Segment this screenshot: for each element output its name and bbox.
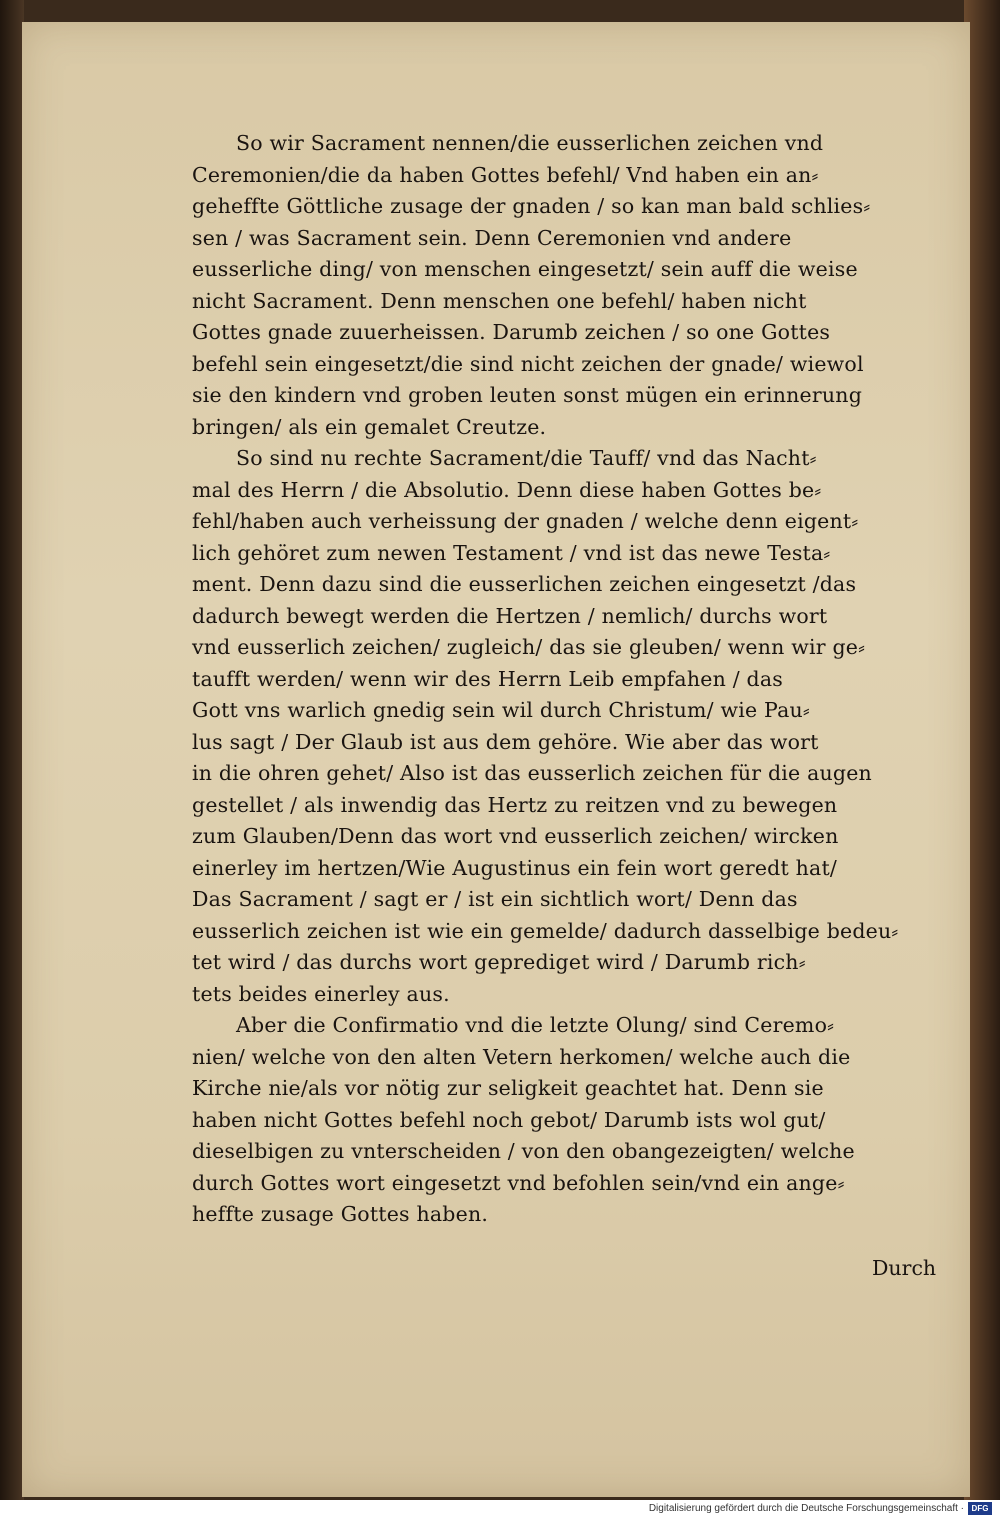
text-line: So wir Sacrament nennen/die eusserlichen zeichen vnd: [236, 131, 824, 155]
binding-edge: [0, 0, 24, 1500]
catchword: Durch: [872, 1256, 937, 1280]
text-line: ment. Denn dazu sind die eusserlichen zeichen eingesetzt /das: [192, 572, 857, 596]
text-line: lich gehöret zum newen Testament / vnd ist das newe Testa⸗: [192, 540, 831, 565]
text-line: heffte zusage Gottes haben.: [192, 1202, 489, 1226]
text-line: Gott vns warlich gnedig sein wil durch Christum/ wie Pau⸗: [192, 698, 810, 722]
footer-bar: [0, 1500, 1000, 1518]
text-line: Ceremonien/die da haben Gottes befehl/ Vnd haben ein an⸗: [192, 162, 819, 187]
text-line: in die ohren gehet/ Also ist das eusserlich zeichen für die augen: [192, 761, 872, 785]
text-line: zum Glauben/Denn das wort vnd eusserlich zeichen/ wircken: [192, 824, 839, 848]
paragraph-2: [192, 443, 952, 1010]
text-line: dieselbigen zu vnterscheiden / von den obangezeigten/ welche: [192, 1139, 855, 1163]
text-line: So sind nu rechte Sacrament/die Tauff/ vnd das Nacht⸗: [236, 446, 817, 470]
text-line: eusserlich zeichen ist wie ein gemelde/ dadurch dasselbige bedeu⸗: [192, 918, 899, 943]
text-line: geheffte Göttliche zusage der gnaden / so kan man bald schlies⸗: [192, 194, 871, 218]
page-text: [192, 128, 952, 1231]
text-line: Kirche nie/als vor nötig zur seligkeit geachtet hat. Denn sie: [192, 1076, 824, 1100]
text-line: sen / was Sacrament sein. Denn Ceremonien vnd andere: [192, 225, 792, 250]
text-line: befehl sein eingesetzt/die sind nicht zeichen der gnade/ wiewol: [192, 351, 864, 376]
text-line: Aber die Confirmatio vnd die letzte Olung/ sind Ceremo⸗: [236, 1013, 835, 1037]
dfg-logo-icon: DFG: [968, 1502, 992, 1515]
funding-notice: Digitalisierung gefördert durch die Deutsche Forschungsgemeinschaft ·: [648, 1503, 964, 1514]
text-line: einerley im hertzen/Wie Augustinus ein fein wort geredt hat/: [192, 855, 838, 880]
text-line: sie den kindern vnd groben leuten sonst mügen ein erinnerung: [192, 383, 863, 407]
text-line: tets beides einerley aus.: [192, 981, 450, 1006]
paragraph-1: [192, 128, 952, 443]
text-line: lus sagt / Der Glaub ist aus dem gehöre. Wie aber das wort: [192, 729, 819, 754]
text-line: fehl/haben auch verheissung der gnaden / welche denn eigent⸗: [192, 509, 859, 533]
text-line: nien/ welche von den alten Vetern herkomen/ welche auch die: [192, 1044, 851, 1069]
text-line: nicht Sacrament. Denn menschen one befehl/ haben nicht: [192, 288, 807, 313]
text-line: Gottes gnade zuuerheissen. Darumb zeichen / so one Gottes: [192, 320, 831, 344]
text-line: taufft werden/ wenn wir des Herrn Leib empfahen / das: [192, 666, 783, 691]
text-line: eusserliche ding/ von menschen eingesetzt/ sein auff die weise: [192, 257, 858, 281]
text-line: mal des Herrn / die Absolutio. Denn diese haben Gottes be⸗: [192, 477, 822, 502]
paragraph-3: [192, 1010, 952, 1231]
text-line: gestellet / als inwendig das Hertz zu reitzen vnd zu bewegen: [192, 792, 838, 817]
text-line: durch Gottes wort eingesetzt vnd befohlen sein/vnd ein ange⸗: [192, 1170, 845, 1195]
text-line: Das Sacrament / sagt er / ist ein sichtlich wort/ Denn das: [192, 887, 798, 911]
text-line: tet wird / das durchs wort geprediget wird / Darumb rich⸗: [192, 950, 806, 974]
text-line: haben nicht Gottes befehl noch gebot/ Darumb ists wol gut/: [192, 1107, 826, 1132]
text-line: bringen/ als ein gemalet Creutze.: [192, 414, 547, 439]
text-line: vnd eusserlich zeichen/ zugleich/ das sie gleuben/ wenn wir ge⸗: [192, 635, 866, 659]
text-line: dadurch bewegt werden die Hertzen / nemlich/ durchs wort: [192, 603, 828, 628]
